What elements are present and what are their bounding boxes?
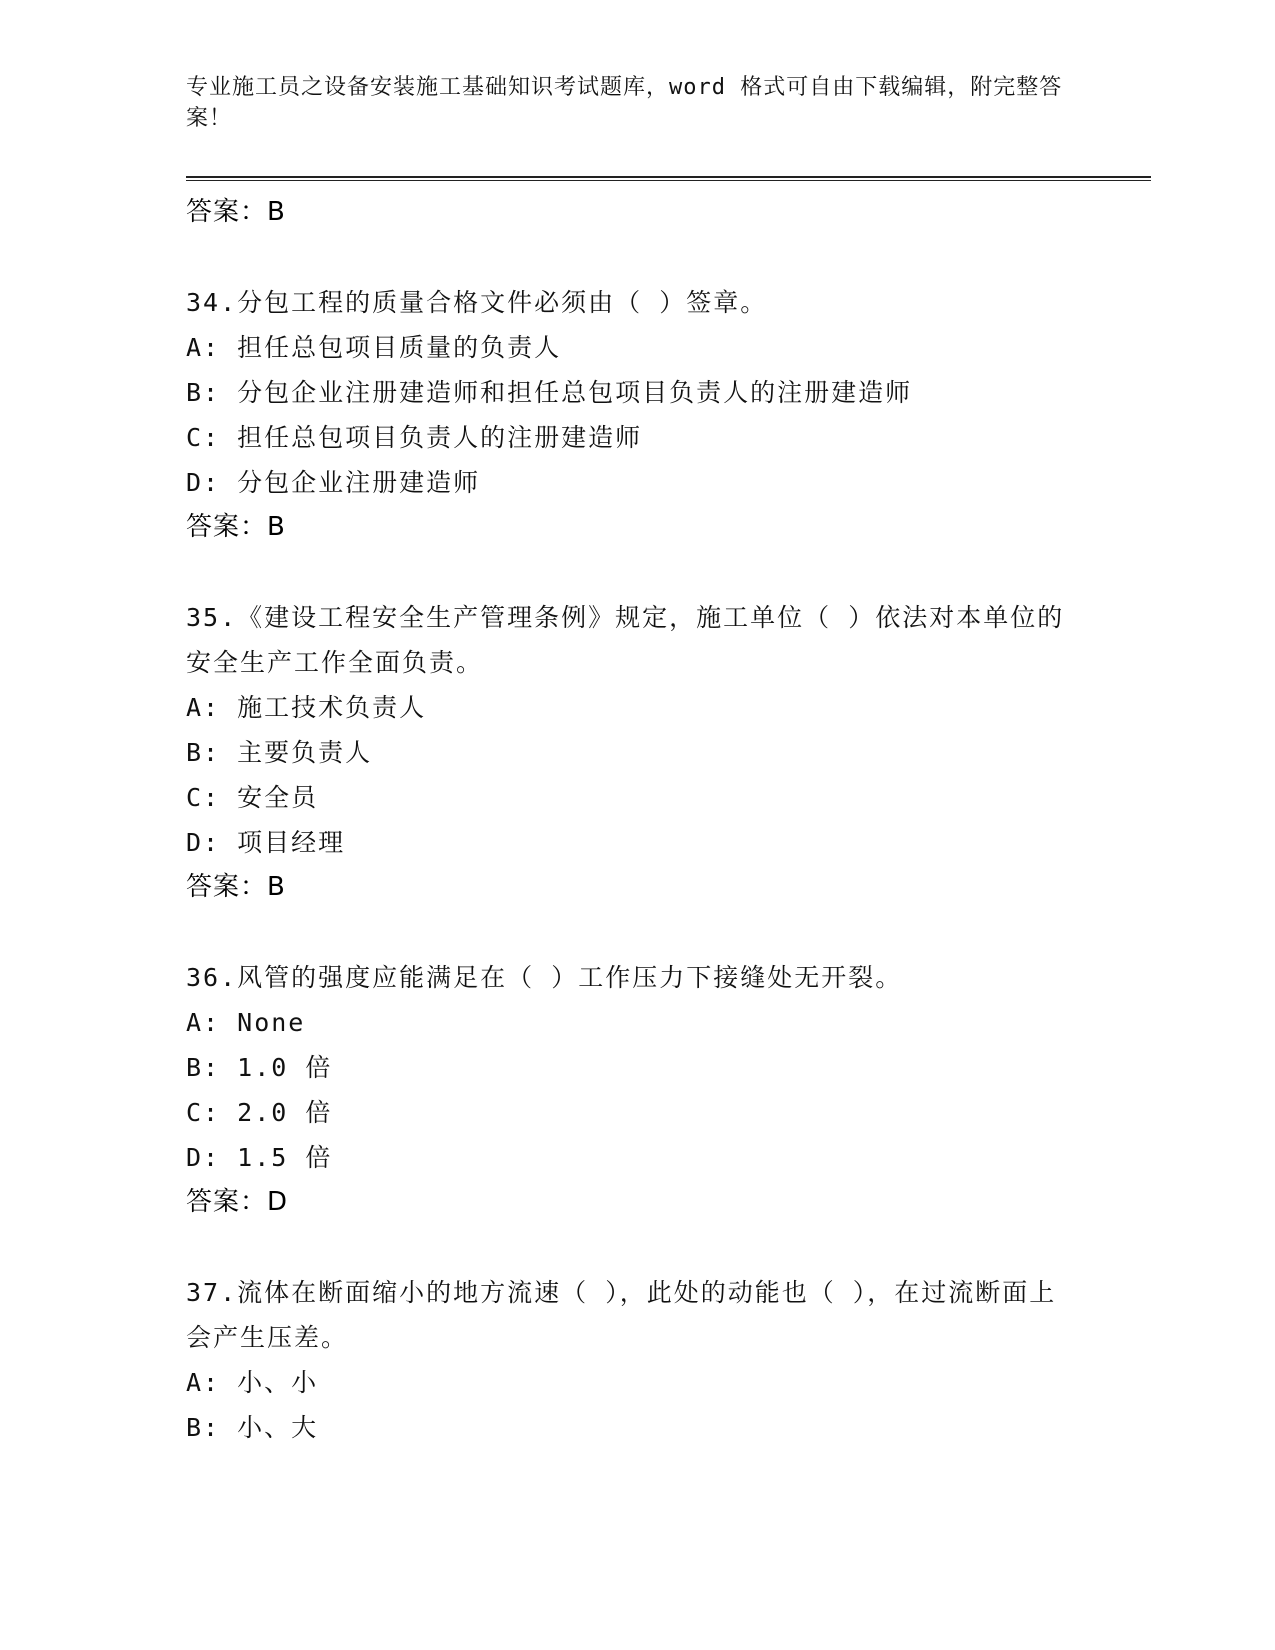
- option-d: D: 分包企业注册建造师: [186, 468, 481, 497]
- document-header: 专业施工员之设备安装施工基础知识考试题库，word 格式可自由下载编辑，附完整答案！: [186, 75, 1063, 131]
- option-b: B: 1.0 倍: [186, 1053, 333, 1082]
- option-a: A: 小、小: [186, 1368, 319, 1397]
- option-b: B: 分包企业注册建造师和担任总包项目负责人的注册建造师: [186, 378, 913, 407]
- question-stem: 35.《建设工程安全生产管理条例》规定，施工单位（ ）依法对本单位的安全生产工作全面负责。: [186, 603, 1065, 677]
- option-c: C: 2.0 倍: [186, 1098, 333, 1127]
- question-34: [186, 280, 1086, 550]
- option-c: C: 担任总包项目负责人的注册建造师: [186, 423, 643, 452]
- option-a: A: None: [186, 1008, 306, 1037]
- question-35: [186, 595, 1086, 910]
- question-stem: 36.风管的强度应能满足在（ ）工作压力下接缝处无开裂。: [186, 963, 903, 992]
- answer-q35: 答案：B: [186, 872, 286, 902]
- option-b: B: 小、大: [186, 1413, 319, 1442]
- answer-q33: 答案：B: [186, 197, 286, 227]
- answer-q34: 答案：B: [186, 512, 286, 542]
- option-b: B: 主要负责人: [186, 738, 373, 767]
- spacer: [186, 1225, 1086, 1270]
- spacer: [186, 235, 1086, 280]
- answer-q36: 答案：D: [186, 1187, 289, 1217]
- option-a: A: 施工技术负责人: [186, 693, 427, 722]
- question-37: [186, 1270, 1086, 1450]
- question-stem: 37.流体在断面缩小的地方流速（ ），此处的动能也（ ），在过流断面上会产生压差。: [186, 1278, 1057, 1352]
- option-d: D: 1.5 倍: [186, 1143, 333, 1172]
- question-36: [186, 955, 1086, 1225]
- question-stem: 34.分包工程的质量合格文件必须由（ ）签章。: [186, 288, 768, 317]
- option-c: C: 安全员: [186, 783, 319, 812]
- spacer: [186, 910, 1086, 955]
- option-d: D: 项目经理: [186, 828, 346, 857]
- question-list: [186, 190, 1086, 1450]
- header-divider: [186, 176, 1151, 181]
- option-a: A: 担任总包项目质量的负责人: [186, 333, 562, 362]
- spacer: [186, 550, 1086, 595]
